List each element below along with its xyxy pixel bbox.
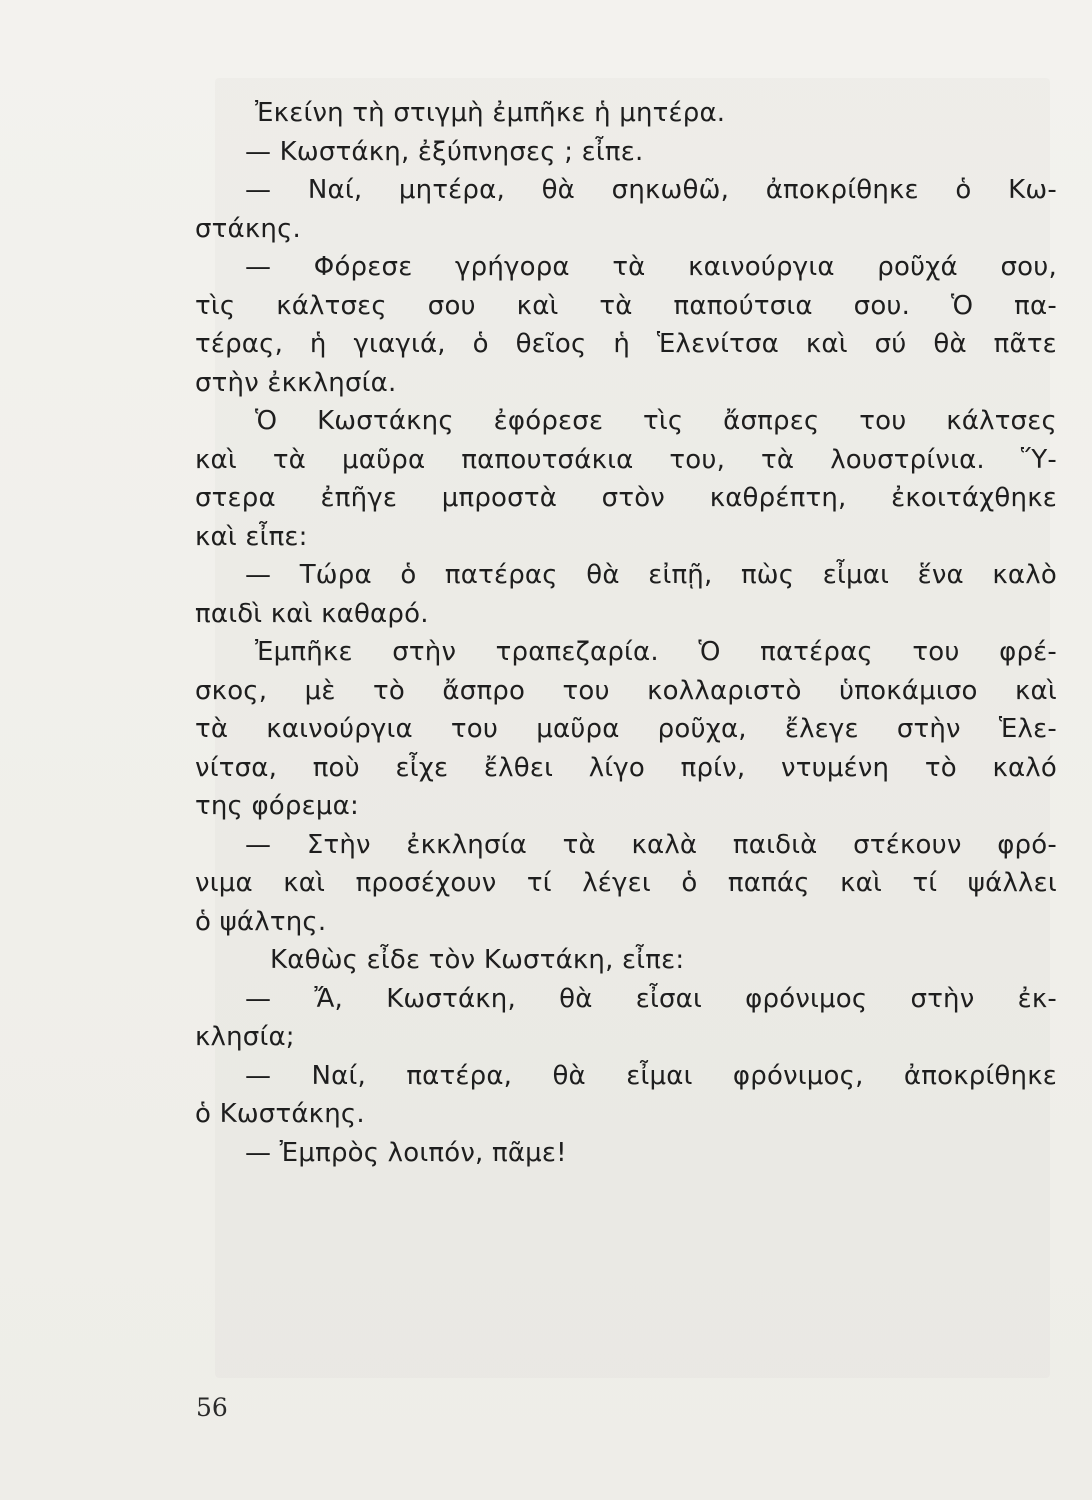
word: — bbox=[245, 252, 272, 282]
word: στερα bbox=[195, 483, 276, 513]
word: τὶς bbox=[643, 406, 684, 436]
word: ὁ bbox=[472, 329, 489, 359]
word: γρήγορα bbox=[455, 252, 570, 282]
word: ἡ bbox=[309, 329, 327, 359]
word: τὸ bbox=[373, 675, 406, 706]
word: τὰ bbox=[612, 252, 646, 282]
page-number: 56 bbox=[196, 1393, 228, 1422]
word: ντυμένη bbox=[781, 752, 890, 783]
word: πατέρας bbox=[760, 637, 873, 667]
word: σου. bbox=[853, 290, 911, 321]
text-line: Καθὼς εἶδε τὸν Κωστάκη, εἶπε: bbox=[270, 945, 685, 975]
word: πὼς bbox=[740, 560, 795, 590]
word: ἐκ- bbox=[1017, 983, 1057, 1014]
word: πατέρας bbox=[444, 560, 558, 590]
word: τί bbox=[526, 868, 552, 898]
word: Ὁ bbox=[698, 637, 721, 667]
word: Ὕ- bbox=[1020, 444, 1057, 475]
word: — bbox=[245, 983, 272, 1014]
text-line-justified bbox=[195, 710, 1057, 749]
text-line: ὁ Κωστάκης. bbox=[195, 1099, 365, 1129]
word: λέγει bbox=[582, 868, 651, 898]
word: του bbox=[562, 675, 610, 706]
word: εἰπῇ, bbox=[648, 560, 713, 590]
word: μπροστὰ bbox=[441, 483, 558, 513]
word: τὰ bbox=[562, 829, 596, 860]
text-line-justified bbox=[195, 980, 1057, 1019]
word: νιμα bbox=[195, 868, 253, 898]
text-line-justified bbox=[195, 1057, 1057, 1096]
word: θὰ bbox=[933, 329, 967, 359]
text-line-justified bbox=[195, 633, 1057, 672]
word: Ἑλε- bbox=[998, 714, 1057, 744]
word: στέκουν bbox=[853, 829, 962, 860]
word: ροῦχά bbox=[877, 252, 958, 282]
word: τραπεζαρία. bbox=[495, 637, 659, 667]
word: προσέχουν bbox=[355, 868, 497, 898]
word: τὸ bbox=[924, 752, 957, 783]
word: Ἄ, bbox=[314, 983, 344, 1014]
word: καλὰ bbox=[631, 829, 698, 860]
word: Κω- bbox=[1008, 175, 1057, 205]
word: ἀποκρίθηκε bbox=[765, 175, 919, 205]
text-line: στάκης. bbox=[195, 213, 301, 244]
word: πα- bbox=[1014, 290, 1057, 321]
word: εἶμαι bbox=[626, 1060, 693, 1091]
word: Ναί, bbox=[307, 175, 363, 205]
word: ψάλλει bbox=[967, 868, 1057, 898]
word: τί bbox=[912, 868, 938, 898]
word: ὁ bbox=[955, 175, 972, 205]
word: πρίν, bbox=[680, 752, 746, 783]
word: εἶμαι bbox=[822, 560, 890, 590]
text-line-justified bbox=[195, 441, 1057, 480]
word: παιδιὰ bbox=[732, 829, 818, 860]
text-line: παιδὶ καὶ καθαρό. bbox=[195, 598, 429, 629]
word: ποὺ bbox=[312, 752, 360, 783]
word: ὁ bbox=[400, 560, 417, 590]
word: — bbox=[245, 1060, 272, 1091]
word: ἐπῆγε bbox=[320, 483, 398, 513]
text-line-justified bbox=[195, 672, 1057, 711]
word: τὰ bbox=[761, 444, 795, 475]
word: πᾶτε bbox=[993, 329, 1057, 359]
word: πατέρα, bbox=[406, 1060, 513, 1091]
word: φρόνιμος bbox=[745, 983, 868, 1014]
word: στὸν bbox=[601, 483, 666, 513]
text-line-justified bbox=[195, 826, 1057, 865]
text-line: ὁ ψάλτης. bbox=[195, 906, 327, 937]
word: ὁ bbox=[681, 868, 698, 898]
word: του, bbox=[669, 444, 726, 475]
word: Ὁ bbox=[951, 290, 974, 321]
word: Ἑλενίτσα bbox=[656, 329, 779, 359]
word: σκος, bbox=[195, 675, 268, 706]
word: ροῦχα, bbox=[657, 714, 747, 744]
word: θεῖος bbox=[515, 329, 587, 359]
word: τὰ bbox=[272, 444, 307, 475]
text-line: της φόρεμα: bbox=[195, 791, 359, 821]
text-line: Ἐκείνη τὴ στιγμὴ ἐμπῆκε ἡ μητέρα. bbox=[255, 98, 726, 128]
word: ἔλθει bbox=[483, 752, 554, 783]
word: καὶ bbox=[283, 868, 326, 898]
word: εἶσαι bbox=[635, 983, 702, 1014]
word: Κωστάκης bbox=[317, 406, 454, 436]
word: Τώρα bbox=[299, 560, 372, 590]
word: Ναί, bbox=[311, 1060, 366, 1091]
word: φρό- bbox=[997, 829, 1057, 860]
word: τὶς bbox=[195, 290, 236, 321]
word: καινούργια bbox=[266, 714, 413, 744]
word: σου, bbox=[1000, 252, 1057, 282]
body-text bbox=[195, 94, 1057, 1172]
text-line-justified bbox=[195, 287, 1057, 326]
word: φρόνιμος, bbox=[732, 1060, 864, 1091]
text-line: κλησία; bbox=[195, 1022, 295, 1052]
word: τὰ bbox=[195, 714, 229, 744]
word: σηκωθῶ, bbox=[611, 175, 730, 205]
word: θὰ bbox=[552, 1060, 586, 1091]
word: καθρέπτη, bbox=[709, 483, 847, 513]
word: του bbox=[912, 637, 960, 667]
word: κολλαριστὸ bbox=[647, 675, 802, 706]
word: Φόρεσε bbox=[313, 252, 413, 282]
word: — bbox=[245, 829, 272, 860]
text-line-justified bbox=[195, 479, 1057, 518]
word: ἕνα bbox=[917, 560, 964, 590]
word: καλό bbox=[992, 752, 1057, 783]
word: τὰ bbox=[599, 290, 633, 321]
word: καὶ bbox=[840, 868, 883, 898]
word: ἐκοιτάχθηκε bbox=[891, 483, 1057, 513]
text-line: — Ἐμπρὸς λοιπόν, πᾶμε! bbox=[245, 1137, 567, 1168]
text-line: καὶ εἶπε: bbox=[195, 521, 308, 552]
word: μαῦρα bbox=[341, 444, 426, 475]
word: φρέ- bbox=[999, 637, 1057, 667]
word: ἐκκλησία bbox=[406, 829, 527, 860]
word: του bbox=[859, 406, 907, 436]
word: ὑποκάμισο bbox=[839, 675, 978, 706]
text-line-justified bbox=[195, 749, 1057, 788]
text-line-justified bbox=[195, 248, 1057, 287]
word: καὶ bbox=[1015, 675, 1057, 706]
word: Ὁ bbox=[255, 406, 278, 436]
word: κάλτσες bbox=[946, 406, 1057, 436]
text-line-justified bbox=[195, 171, 1057, 210]
word: σου bbox=[427, 290, 476, 321]
word: στὴν bbox=[910, 983, 975, 1014]
word: Κωστάκη, bbox=[386, 983, 516, 1014]
text-line-justified bbox=[195, 556, 1057, 595]
word: μαῦρα bbox=[536, 714, 620, 744]
word: καὶ bbox=[195, 444, 237, 475]
word: — bbox=[245, 175, 272, 205]
word: εἶχε bbox=[395, 752, 449, 783]
word: στὴν bbox=[896, 714, 961, 744]
word: καὶ bbox=[805, 329, 848, 359]
word: λίγο bbox=[588, 752, 645, 783]
text-line: — Κωστάκη, ἐξύπνησες ; εἶπε. bbox=[245, 136, 644, 167]
word: καλὸ bbox=[992, 560, 1057, 590]
word: σύ bbox=[874, 329, 907, 359]
word: στὴν bbox=[392, 637, 457, 667]
word: — bbox=[245, 560, 272, 590]
word: Στὴν bbox=[306, 829, 371, 860]
word: ἐφόρεσε bbox=[493, 406, 604, 436]
text-line-justified bbox=[195, 325, 1057, 364]
word: παπάς bbox=[727, 868, 810, 898]
word: θὰ bbox=[559, 983, 593, 1014]
word: παπουτσάκια bbox=[461, 444, 634, 475]
word: λουστρίνια. bbox=[830, 444, 985, 475]
word: ἔλεγε bbox=[784, 714, 859, 744]
word: Ἐμπῆκε bbox=[255, 637, 353, 667]
word: τέρας, bbox=[195, 329, 284, 359]
word: κάλτσες bbox=[276, 290, 387, 321]
word: γιαγιά, bbox=[353, 329, 446, 359]
word: του bbox=[450, 714, 499, 744]
word: ἡ bbox=[613, 329, 631, 359]
text-line-justified bbox=[195, 402, 1057, 441]
word: καινούργια bbox=[688, 252, 835, 282]
word: ἀποκρίθηκε bbox=[903, 1060, 1057, 1091]
word: μὲ bbox=[304, 675, 336, 706]
word: παπούτσια bbox=[673, 290, 813, 321]
text-line: στὴν ἐκκλησία. bbox=[195, 367, 397, 398]
word: θὰ bbox=[586, 560, 620, 590]
word: νίτσα, bbox=[195, 752, 278, 783]
word: θὰ bbox=[541, 175, 576, 205]
word: καὶ bbox=[516, 290, 559, 321]
word: ἄσπρο bbox=[442, 675, 526, 706]
word: ἄσπρες bbox=[723, 406, 820, 436]
word: μητέρα, bbox=[398, 175, 505, 205]
text-line-justified bbox=[195, 864, 1057, 903]
